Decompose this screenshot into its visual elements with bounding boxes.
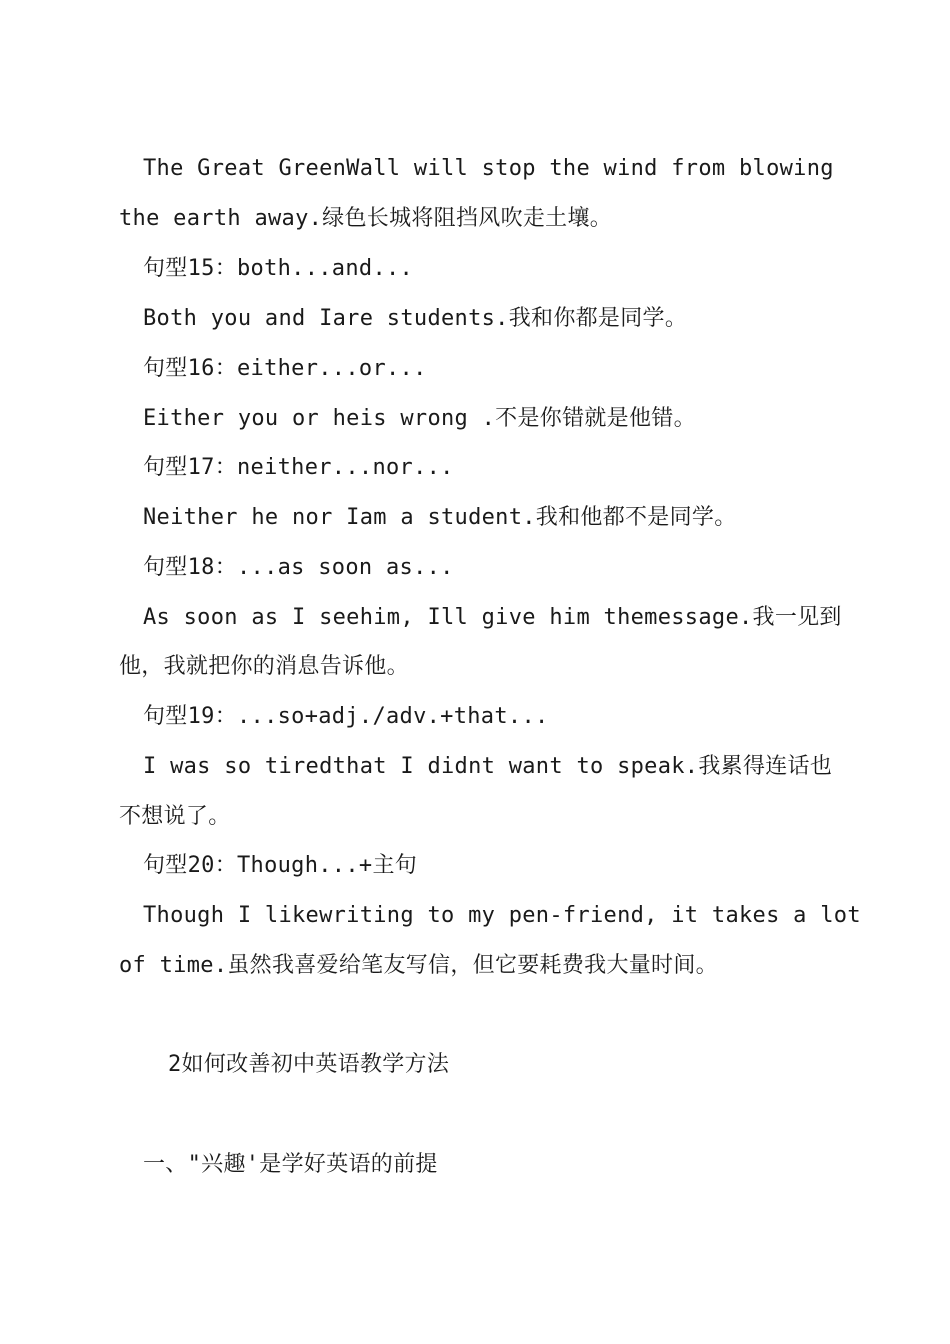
text-line: of time.虽然我喜爱给笔友写信，但它要耗费我大量时间。 [119, 953, 718, 978]
pattern-label: 句型19：...so+adj./adv.+that... [143, 704, 549, 729]
text-line: 他，我就把你的消息告诉他。 [119, 654, 409, 679]
pattern-label: 句型20：Though...+主句 [143, 853, 418, 878]
pattern-label: 句型18：...as soon as... [143, 555, 454, 580]
text-line: Either you or heis wrong .不是你错就是他错。 [143, 406, 696, 431]
text-line: Though I likewriting to my pen-friend, it takes a lot [143, 903, 861, 928]
pattern-label: 句型15：both...and... [143, 256, 414, 281]
subsection-title: 一、"兴趣'是学好英语的前提 [143, 1152, 438, 1177]
text-line: I was so tiredthat I didnt want to speak.我累得连话也 [143, 754, 833, 779]
section-title: 2如何改善初中英语教学方法 [168, 1052, 450, 1077]
text-line: Both you and Iare students.我和你都是同学。 [143, 306, 688, 331]
text-line: Neither he nor Iam a student.我和他都不是同学。 [143, 505, 737, 530]
pattern-label: 句型17：neither...nor... [143, 455, 454, 480]
pattern-label: 句型16：either...or... [143, 356, 427, 381]
text-line: the earth away.绿色长城将阻挡风吹走土壤。 [119, 206, 613, 231]
text-line: 不想说了。 [119, 804, 231, 829]
text-line: As soon as I seehim, Ill give him themessage.我一见到 [143, 605, 842, 630]
text-line: The Great GreenWall will stop the wind from blowing [143, 156, 834, 181]
